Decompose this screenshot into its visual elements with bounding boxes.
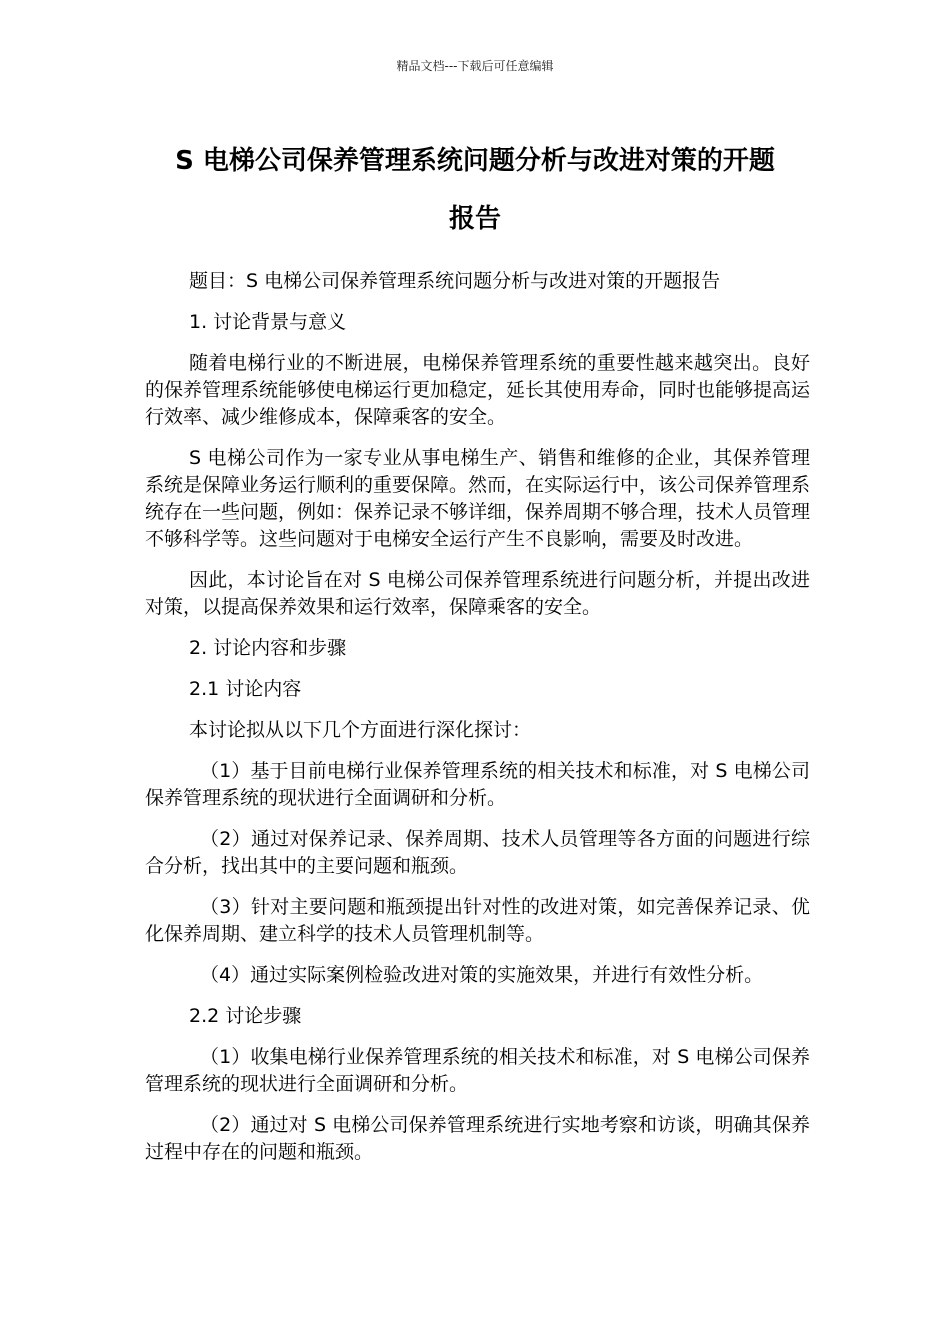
title-line-2: 报告 <box>448 204 501 234</box>
list-item: （2）通过对保养记录、保养周期、技术人员管理等各方面的问题进行综合分析，找出其中的主要问题和瓶颈。 <box>145 828 810 877</box>
document-title <box>140 132 810 248</box>
heading-content-steps: 2. 讨论内容和步骤 <box>189 637 347 659</box>
title-line-1: S 电梯公司保养管理系统问题分析与改进对策的开题 <box>175 146 775 176</box>
paragraph: 本讨论拟从以下几个方面进行深化探讨： <box>189 719 532 741</box>
list-item: （2）通过对 S 电梯公司保养管理系统进行实地考察和访谈，明确其保养过程中存在的问题和瓶颈。 <box>145 1114 810 1163</box>
heading-steps: 2.2 讨论步骤 <box>189 1005 302 1027</box>
list-item: （3）针对主要问题和瓶颈提出针对性的改进对策，如完善保养记录、优化保养周期、建立科学的技术人员管理机制等。 <box>145 896 810 945</box>
paragraph-topic: 题目：S 电梯公司保养管理系统问题分析与改进对策的开题报告 <box>189 270 721 292</box>
paragraph: 因此，本讨论旨在对 S 电梯公司保养管理系统进行问题分析，并提出改进对策，以提高保养效果和运行效率，保障乘客的安全。 <box>145 569 810 618</box>
document-body <box>145 268 810 1180</box>
list-item: （1）基于目前电梯行业保养管理系统的相关技术和标准，对 S 电梯公司保养管理系统的现状进行全面调研和分析。 <box>145 760 810 809</box>
paragraph: 随着电梯行业的不断进展，电梯保养管理系统的重要性越来越突出。良好的保养管理系统能够使电梯运行更加稳定，延长其使用寿命，同时也能够提高运行效率、减少维修成本，保障乘客的安全。 <box>145 352 811 428</box>
list-item: （4）通过实际案例检验改进对策的实施效果，并进行有效性分析。 <box>200 964 764 986</box>
heading-content: 2.1 讨论内容 <box>189 678 302 700</box>
page-header-watermark: 精品文档---下载后可任意编辑 <box>396 59 554 73</box>
paragraph: S 电梯公司作为一家专业从事电梯生产、销售和维修的企业，其保养管理系统是保障业务运行顺利的重要保障。然而，在实际运行中，该公司保养管理系统存在一些问题，例如：保养记录不够详细，保养周期不够合理，技术人员管理不够科学等。这些问题对于电梯安全运行产生不良影响，需要及时改进。 <box>145 447 811 550</box>
heading-background: 1. 讨论背景与意义 <box>189 311 347 333</box>
list-item: （1）收集电梯行业保养管理系统的相关技术和标准，对 S 电梯公司保养管理系统的现状进行全面调研和分析。 <box>145 1046 810 1095</box>
